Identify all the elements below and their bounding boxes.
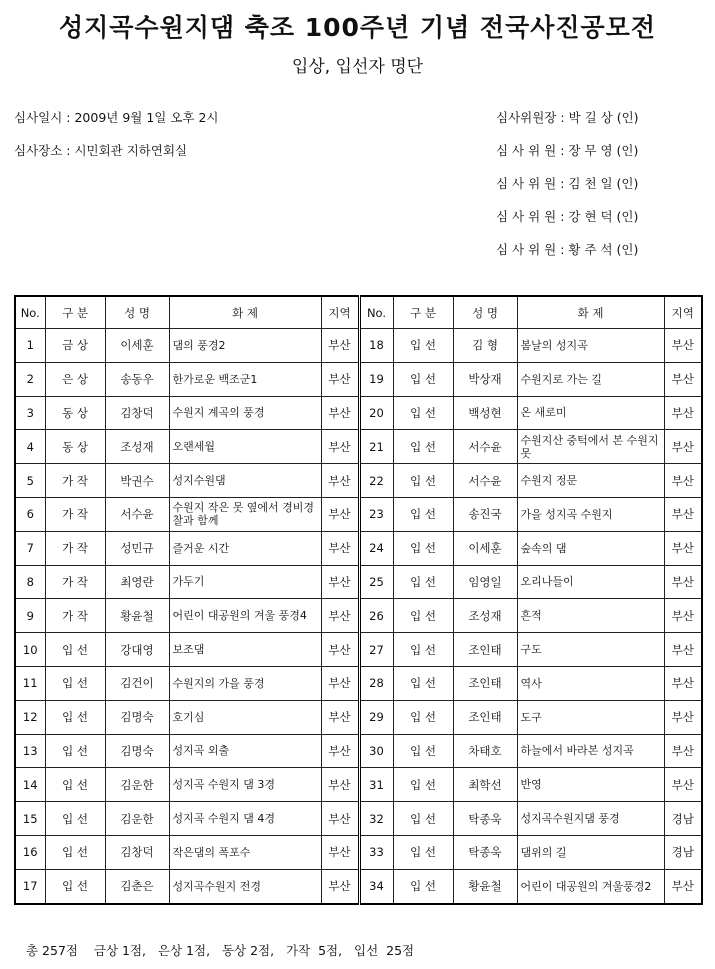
header-title: 화 제 [517, 296, 664, 329]
cell-no: 30 [359, 734, 393, 768]
cell-region: 부산 [664, 768, 702, 802]
cell-title: 수원지 정문 [517, 464, 664, 498]
cell-no: 25 [359, 565, 393, 599]
cell-region: 부산 [321, 802, 359, 836]
cell-name: 송동우 [105, 362, 169, 396]
table-row [15, 633, 702, 667]
cell-category: 입 선 [393, 666, 453, 700]
cell-no: 20 [359, 396, 393, 430]
cell-title: 성지곡 수원지 댐 3경 [169, 768, 321, 802]
cell-region: 부산 [664, 497, 702, 531]
cell-no: 1 [15, 329, 45, 363]
cell-name: 서수윤 [105, 497, 169, 531]
cell-title: 수원지의 가을 풍경 [169, 666, 321, 700]
header-name: 성 명 [105, 296, 169, 329]
cell-name: 이세훈 [453, 531, 517, 565]
page-title: 성지곡수원지댐 축조 100주년 기념 전국사진공모전 [58, 13, 656, 42]
cell-category: 입 선 [45, 835, 105, 869]
cell-region: 부산 [664, 396, 702, 430]
cell-no: 29 [359, 700, 393, 734]
table-row [15, 734, 702, 768]
cell-name: 김명숙 [105, 734, 169, 768]
cell-region: 경남 [664, 802, 702, 836]
cell-title: 한가로운 백조군1 [169, 362, 321, 396]
cell-title: 성지곡 수원지 댐 4경 [169, 802, 321, 836]
cell-name: 서수윤 [453, 464, 517, 498]
cell-region: 부산 [321, 700, 359, 734]
cell-category: 입 선 [393, 869, 453, 903]
table-row [15, 396, 702, 430]
table-row [15, 497, 702, 531]
judge-role: 심 사 위 원 : [496, 143, 565, 158]
cell-category: 입 선 [393, 700, 453, 734]
cell-category: 입 선 [393, 599, 453, 633]
cell-no: 5 [15, 464, 45, 498]
cell-title: 봄날의 성지곡 [517, 329, 664, 363]
cell-title: 역사 [517, 666, 664, 700]
table-row [15, 802, 702, 836]
header-title: 화 제 [169, 296, 321, 329]
table-row [15, 835, 702, 869]
cell-region: 부산 [321, 565, 359, 599]
cell-title: 수원지로 가는 길 [517, 362, 664, 396]
cell-title: 숲속의 댐 [517, 531, 664, 565]
cell-category: 동 상 [45, 396, 105, 430]
table-row [15, 329, 702, 363]
cell-title: 반영 [517, 768, 664, 802]
cell-title: 댐의 풍경2 [169, 329, 321, 363]
judge-name: 장 무 영 (인) [568, 143, 639, 158]
cell-region: 부산 [664, 700, 702, 734]
cell-no: 22 [359, 464, 393, 498]
cell-no: 14 [15, 768, 45, 802]
cell-category: 입 선 [393, 497, 453, 531]
cell-region: 부산 [664, 329, 702, 363]
cell-category: 은 상 [45, 362, 105, 396]
cell-name: 김 형 [453, 329, 517, 363]
cell-category: 입 선 [393, 362, 453, 396]
cell-category: 가 작 [45, 531, 105, 565]
cell-no: 21 [359, 430, 393, 464]
cell-name: 황윤철 [453, 869, 517, 903]
cell-name: 서수윤 [453, 430, 517, 464]
cell-category: 가 작 [45, 464, 105, 498]
cell-title: 도구 [517, 700, 664, 734]
review-place: 심사장소 : 시민회관 지하연회실 [14, 143, 188, 158]
review-date: 심사일시 : 2009년 9월 1일 오후 2시 [14, 110, 219, 125]
cell-no: 12 [15, 700, 45, 734]
cell-region: 부산 [321, 734, 359, 768]
header-name: 성 명 [453, 296, 517, 329]
cell-region: 부산 [321, 633, 359, 667]
cell-region: 부산 [664, 666, 702, 700]
cell-name: 조인태 [453, 666, 517, 700]
table-row [15, 768, 702, 802]
header-region: 지역 [664, 296, 702, 329]
cell-title: 성지곡 외출 [169, 734, 321, 768]
cell-region: 부산 [321, 835, 359, 869]
cell-no: 6 [15, 497, 45, 531]
cell-name: 조인태 [453, 633, 517, 667]
cell-region: 부산 [664, 869, 702, 903]
cell-no: 3 [15, 396, 45, 430]
cell-category: 입 선 [393, 835, 453, 869]
cell-no: 13 [15, 734, 45, 768]
cell-category: 입 선 [45, 666, 105, 700]
cell-region: 부산 [664, 599, 702, 633]
cell-category: 입 선 [45, 869, 105, 903]
judge-name: 황 주 석 (인) [568, 242, 639, 257]
table-row [15, 599, 702, 633]
cell-name: 김운한 [105, 802, 169, 836]
cell-category: 입 선 [393, 531, 453, 565]
judge-role: 심 사 위 원 : [496, 242, 565, 257]
cell-region: 부산 [321, 362, 359, 396]
cell-category: 동 상 [45, 430, 105, 464]
cell-region: 부산 [664, 565, 702, 599]
cell-category: 입 선 [393, 633, 453, 667]
cell-name: 이세훈 [105, 329, 169, 363]
cell-title: 어린이 대공원의 겨울풍경2 [517, 869, 664, 903]
header-category: 구 분 [393, 296, 453, 329]
cell-title: 가두기 [169, 565, 321, 599]
cell-title: 댐위의 길 [517, 835, 664, 869]
cell-name: 탁종욱 [453, 802, 517, 836]
cell-region: 부산 [321, 666, 359, 700]
cell-name: 황윤철 [105, 599, 169, 633]
cell-category: 입 선 [393, 430, 453, 464]
cell-region: 부산 [664, 362, 702, 396]
table-row [15, 666, 702, 700]
cell-region: 부산 [321, 531, 359, 565]
cell-category: 입 선 [393, 768, 453, 802]
cell-title: 오랜세월 [169, 430, 321, 464]
cell-category: 가 작 [45, 497, 105, 531]
cell-name: 조성재 [453, 599, 517, 633]
cell-no: 8 [15, 565, 45, 599]
cell-name: 송진국 [453, 497, 517, 531]
cell-no: 32 [359, 802, 393, 836]
cell-category: 입 선 [45, 802, 105, 836]
cell-no: 24 [359, 531, 393, 565]
cell-title: 성지곡수원지댐 풍경 [517, 802, 664, 836]
cell-name: 김창덕 [105, 835, 169, 869]
cell-category: 입 선 [45, 768, 105, 802]
cell-category: 입 선 [393, 464, 453, 498]
cell-category: 입 선 [45, 734, 105, 768]
header-region: 지역 [321, 296, 359, 329]
cell-name: 박권수 [105, 464, 169, 498]
cell-title: 가을 성지곡 수원지 [517, 497, 664, 531]
cell-no: 16 [15, 835, 45, 869]
table-row [15, 362, 702, 396]
cell-title: 즐거운 시간 [169, 531, 321, 565]
cell-region: 부산 [664, 430, 702, 464]
table-row [15, 565, 702, 599]
cell-name: 최학선 [453, 768, 517, 802]
cell-no: 23 [359, 497, 393, 531]
cell-category: 입 선 [393, 734, 453, 768]
cell-category: 입 선 [45, 633, 105, 667]
cell-category: 금 상 [45, 329, 105, 363]
cell-name: 조인태 [453, 700, 517, 734]
cell-title: 성지수원댐 [169, 464, 321, 498]
cell-title: 수원지 계곡의 풍경 [169, 396, 321, 430]
cell-category: 가 작 [45, 599, 105, 633]
judge-role: 심 사 위 원 : [496, 176, 565, 191]
cell-name: 김운한 [105, 768, 169, 802]
cell-title: 오리나들이 [517, 565, 664, 599]
cell-name: 성민규 [105, 531, 169, 565]
cell-region: 부산 [321, 599, 359, 633]
cell-name: 임영일 [453, 565, 517, 599]
cell-no: 11 [15, 666, 45, 700]
cell-name: 백성현 [453, 396, 517, 430]
cell-region: 부산 [321, 768, 359, 802]
cell-no: 4 [15, 430, 45, 464]
cell-region: 부산 [321, 430, 359, 464]
cell-no: 31 [359, 768, 393, 802]
judge-entry [496, 174, 638, 192]
summary-footer: 총 257점 금상 1점, 은상 1점, 동상 2점, 가작 5점, 입선 25점 [26, 943, 415, 958]
cell-title: 구도 [517, 633, 664, 667]
table-body [15, 329, 702, 904]
table-row [15, 869, 702, 903]
cell-name: 최영란 [105, 565, 169, 599]
header-category: 구 분 [45, 296, 105, 329]
table-header-row [15, 296, 702, 329]
cell-title: 호기심 [169, 700, 321, 734]
table-row [15, 700, 702, 734]
cell-no: 34 [359, 869, 393, 903]
judge-entry [496, 240, 638, 258]
cell-region: 부산 [664, 531, 702, 565]
cell-name: 강대영 [105, 633, 169, 667]
table-row [15, 531, 702, 565]
cell-title: 온 새로미 [517, 396, 664, 430]
cell-region: 부산 [321, 869, 359, 903]
cell-category: 입 선 [393, 396, 453, 430]
table-row [15, 464, 702, 498]
cell-no: 27 [359, 633, 393, 667]
cell-region: 부산 [664, 734, 702, 768]
cell-region: 부산 [321, 396, 359, 430]
cell-no: 19 [359, 362, 393, 396]
judge-entry [496, 141, 638, 159]
cell-title: 흔적 [517, 599, 664, 633]
cell-name: 탁종욱 [453, 835, 517, 869]
cell-name: 김창덕 [105, 396, 169, 430]
cell-no: 7 [15, 531, 45, 565]
header-no: No. [359, 296, 393, 329]
judge-role: 심사위원장 : [496, 110, 565, 125]
cell-region: 부산 [321, 497, 359, 531]
cell-category: 가 작 [45, 565, 105, 599]
cell-region: 부산 [321, 329, 359, 363]
winners-table [14, 295, 703, 905]
cell-name: 김건이 [105, 666, 169, 700]
cell-title: 수원지 작은 못 옆에서 경비경찰과 함께 [169, 497, 321, 531]
cell-region: 경남 [664, 835, 702, 869]
cell-no: 17 [15, 869, 45, 903]
cell-title: 수원지산 중턱에서 본 수원지 못 [517, 430, 664, 464]
page-subtitle: 입상, 입선자 명단 [291, 57, 424, 77]
cell-category: 입 선 [393, 329, 453, 363]
cell-no: 18 [359, 329, 393, 363]
cell-region: 부산 [321, 464, 359, 498]
cell-category: 입 선 [393, 802, 453, 836]
cell-name: 조성재 [105, 430, 169, 464]
cell-title: 하늘에서 바라본 성지곡 [517, 734, 664, 768]
cell-no: 15 [15, 802, 45, 836]
cell-no: 9 [15, 599, 45, 633]
cell-category: 입 선 [45, 700, 105, 734]
cell-name: 박상재 [453, 362, 517, 396]
judge-name: 박 길 상 (인) [568, 110, 639, 125]
judge-name: 강 현 덕 (인) [568, 209, 639, 224]
cell-no: 33 [359, 835, 393, 869]
judge-role: 심 사 위 원 : [496, 209, 565, 224]
judge-entry [496, 207, 638, 225]
judge-entry [496, 108, 639, 126]
cell-name: 김춘은 [105, 869, 169, 903]
cell-no: 2 [15, 362, 45, 396]
cell-category: 입 선 [393, 565, 453, 599]
cell-name: 김명숙 [105, 700, 169, 734]
cell-title: 작은댐의 폭포수 [169, 835, 321, 869]
cell-title: 보조댐 [169, 633, 321, 667]
cell-no: 10 [15, 633, 45, 667]
cell-region: 부산 [664, 464, 702, 498]
judge-name: 김 천 일 (인) [568, 176, 639, 191]
cell-title: 어린이 대공원의 겨울 풍경4 [169, 599, 321, 633]
cell-no: 28 [359, 666, 393, 700]
cell-region: 부산 [664, 633, 702, 667]
cell-name: 차태호 [453, 734, 517, 768]
cell-title: 성지곡수원지 전경 [169, 869, 321, 903]
cell-no: 26 [359, 599, 393, 633]
table-row [15, 430, 702, 464]
header-no: No. [15, 296, 45, 329]
